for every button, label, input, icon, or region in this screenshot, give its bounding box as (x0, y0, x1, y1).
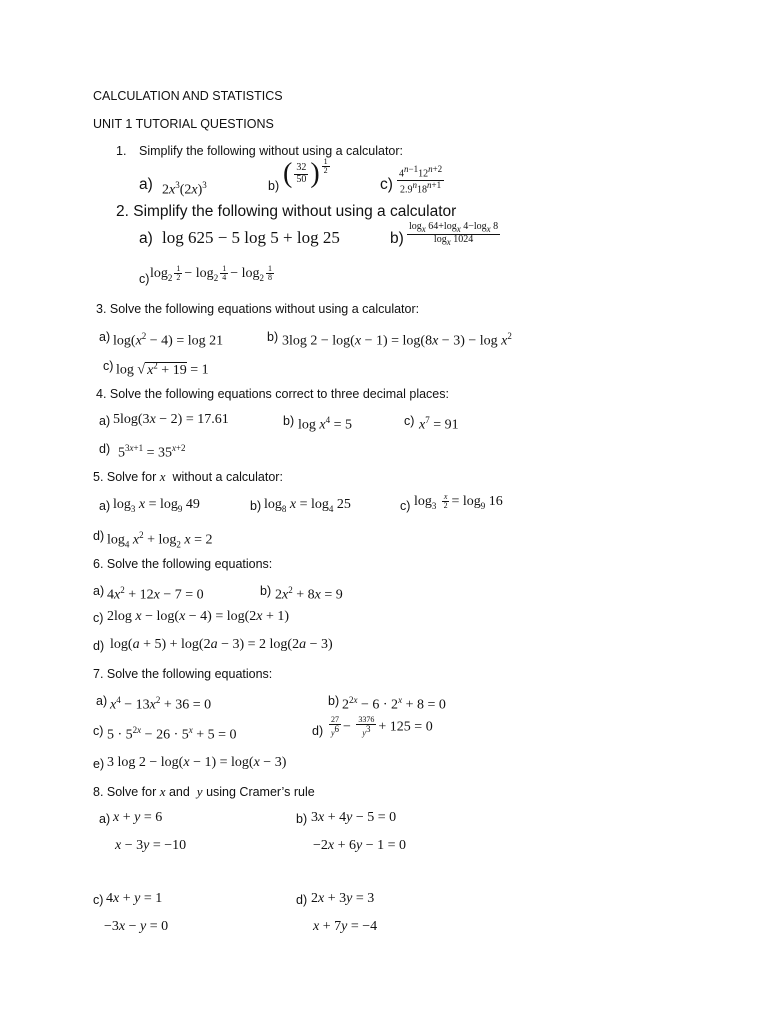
q8-heading: 8. Solve for x and y using Cramer’s rule (93, 784, 315, 799)
q1-heading: Simplify the following without using a calculator: (139, 144, 404, 158)
q6b-label: b) (260, 584, 272, 598)
q5d-expression: $\log_4 x^2 + \log_2 x = 2$ (107, 530, 213, 550)
q5c-label: c) (400, 499, 411, 513)
q7d-expression: $\frac{27}{y^6}$ − $\frac{3376}{y^3}$ + 125 = 0 (330, 715, 433, 739)
q7a-expression: $x^4 - 13x^2 + 36 = 0$ (110, 695, 212, 713)
q1c-label: c) (380, 176, 393, 193)
q1a-label: a) (139, 176, 153, 193)
q8c-equation-1: 4x + y = 1 (106, 891, 163, 906)
q4b-expression: $\log x^4 = 5$ (298, 415, 353, 433)
q4d-expression: $5^{3x+1} = 35^{x+2}$ (118, 443, 186, 461)
q6d-label: d) (93, 639, 105, 653)
q5b-label: b) (250, 499, 262, 513)
q6c-label: c) (93, 611, 104, 625)
q8c-equation-2: −3x − y = 0 (104, 919, 169, 934)
q3-heading: 3. Solve the following equations without using a calculator: (96, 302, 420, 316)
q7c-label: c) (93, 724, 104, 738)
q8d-label: d) (296, 893, 308, 907)
q4c-expression: $x^7 = 91$ (419, 415, 459, 433)
q3a-expression: $\log(x^2 - 4) = \log 21$ (113, 331, 224, 349)
q5b-expression: $\log_8 x = \log_4 25$ (264, 497, 351, 514)
q2b-label: b) (390, 230, 404, 247)
q4c-label: c) (404, 414, 415, 428)
q2b-expression: $\frac{\log_x 64+\log_x 4-\log_x 8}{\log_x 1024}$ (409, 221, 499, 248)
q6c-expression: 2log x − log(x − 4) = log(2x + 1) (107, 609, 290, 624)
q1c-expression: $\frac{4^{n-1}12^{n+2}}{2.9^n18^{n+1}}$ (399, 164, 443, 196)
q1-number: 1. (116, 144, 127, 158)
q8d-equation-1: 2x + 3y = 3 (311, 891, 375, 906)
q8c-label: c) (93, 893, 104, 907)
q2a-expression: log 625 − 5 log 5 + log 25 (162, 228, 340, 247)
q2c-label: c) (139, 272, 150, 286)
q7-heading: 7. Solve the following equations: (93, 667, 273, 681)
q2a-label: a) (139, 230, 153, 247)
q1a-expression: $2x^3(2x)^3$ (162, 180, 207, 198)
q4d-label: d) (99, 442, 111, 456)
q2-heading: 2. Simplify the following without using a calculator (116, 203, 457, 220)
q7e-label: e) (93, 757, 105, 771)
course-title: CALCULATION AND STATISTICS (93, 89, 283, 103)
q6d-expression: log(a + 5) + log(2a − 3) = 2 log(2a − 3) (110, 637, 333, 652)
q5a-label: a) (99, 499, 111, 513)
q6a-expression: $4x^2 + 12x - 7 = 0$ (107, 585, 204, 603)
q7a-label: a) (96, 694, 108, 708)
q6a-label: a) (93, 584, 105, 598)
q6-heading: 6. Solve the following equations: (93, 557, 273, 571)
q7c-expression: $5 \cdot 5^{2x} - 26 \cdot 5^x + 5 = 0$ (107, 725, 237, 743)
q4a-label: a) (99, 414, 111, 428)
q7d-label: d) (312, 724, 324, 738)
q7b-expression: $2^{2x} - 6 \cdot 2^x + 8 = 0$ (342, 695, 446, 713)
q8a-equation-2: x − 3y = −10 (115, 838, 187, 853)
q5a-expression: $\log_3 x = \log_9 49$ (113, 497, 200, 514)
q5-heading: 5. Solve for x without a calculator: (93, 469, 283, 484)
q3c-expression: log √ $x^2 + 19 = 1$ (116, 360, 209, 378)
q8b-equation-2: −2x + 6y − 1 = 0 (313, 838, 407, 853)
q3b-label: b) (267, 330, 279, 344)
q3c-label: c) (103, 359, 114, 373)
q4-heading: 4. Solve the following equations correct to three decimal places: (96, 387, 449, 401)
q6b-expression: $2x^2 + 8x = 9$ (275, 585, 343, 603)
q1b-label: b) (268, 179, 280, 193)
q8b-label: b) (296, 812, 308, 826)
q1b-expression: ( $\frac{32}{50}$ ) $\frac{1}{2}$ (283, 157, 328, 189)
q5c-expression: $\log_3$ $\frac{x}{2}$ = $\log_9 16$ (414, 492, 503, 511)
q8b-equation-1: 3x + 4y − 5 = 0 (311, 810, 397, 825)
q8d-equation-2: x + 7y = −4 (313, 919, 378, 934)
q3b-expression: 3log $2 - \log(x - 1) = \log(8x - 3) - \log x^2$ (282, 331, 512, 349)
q8a-label: a) (99, 812, 111, 826)
unit-title: UNIT 1 TUTORIAL QUESTIONS (93, 117, 274, 131)
q7b-label: b) (328, 694, 340, 708)
q2c-expression: $\log_2$ $\frac{1}{2}$ − $\log_2$ $\frac{1}{4}$ − $\log_2$ $\frac{1}{8}$ (150, 264, 272, 283)
q5d-label: d) (93, 529, 105, 543)
q4b-label: b) (283, 414, 295, 428)
q4a-expression: 5log(3x − 2) = 17.61 (113, 412, 229, 427)
q8a-equation-1: x + y = 6 (113, 810, 163, 825)
q7e-expression: 3 log 2 − log(x − 1) = log(x − 3) (107, 755, 287, 770)
q3a-label: a) (99, 330, 111, 344)
